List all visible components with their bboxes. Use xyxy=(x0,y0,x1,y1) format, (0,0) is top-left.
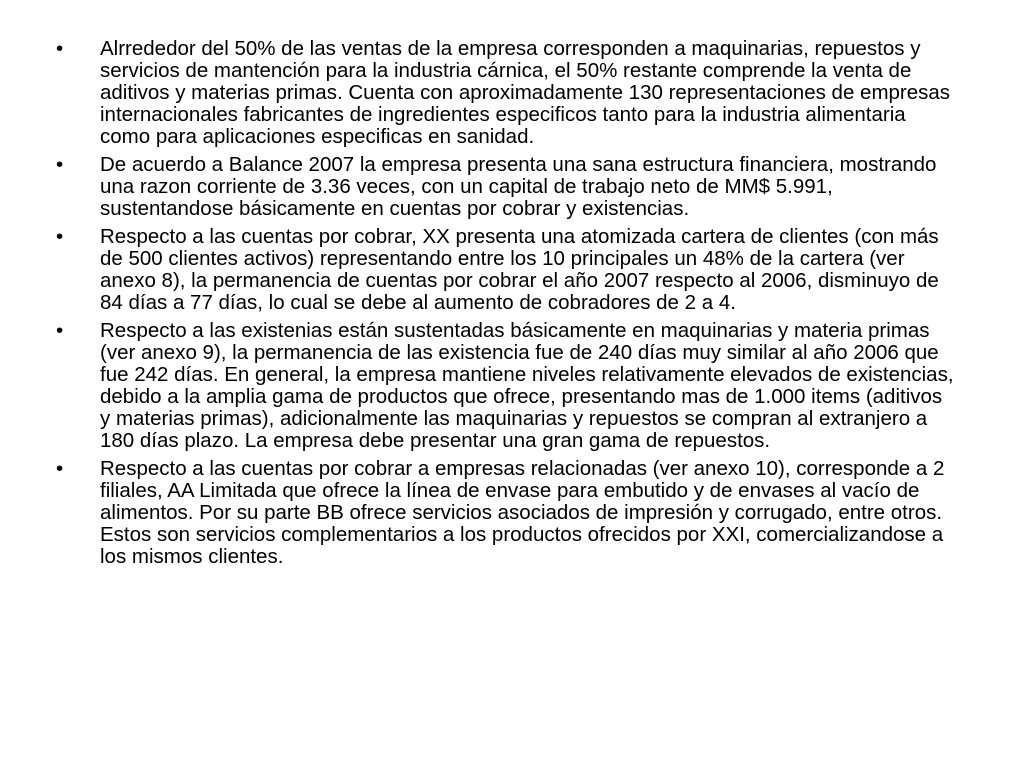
bullet-item xyxy=(56,458,956,568)
bullet-icon: • xyxy=(56,37,64,60)
bullet-text-ventas: Alrrededor del 50% de las ventas de la empresa corresponden a maquinarias, repuestos y servicios de mantención para la industria cárnica, el 50% restante comprende la venta de aditivos y materias primas. Cuenta con aproximadamente 130 representaciones de empresas internacionales fabricantes de ingredientes especificos tanto para la industria alimentaria como para aplicaciones especificas en sanidad. xyxy=(100,37,951,148)
bullet-icon: • xyxy=(56,225,64,248)
bullet-item xyxy=(56,154,956,220)
bullet-icon: • xyxy=(56,319,64,342)
bullet-item xyxy=(56,320,956,452)
bullet-icon: • xyxy=(56,153,64,176)
bullet-text-empresas-relacionadas: Respecto a las cuentas por cobrar a empresas relacionadas (ver anexo 10), corresponde a 2 filiales, AA Limitada que ofrece la línea de envase para embutido y de envases al vacío de alimentos. Por su parte BB ofrece servicios asociados de impresión y corrugado, entre otros. Estos son servicios complementarios a los productos ofrecidos por XXI, comercializandose a los mismos clientes. xyxy=(100,457,945,568)
bullet-item xyxy=(56,226,956,314)
bullet-text-balance: De acuerdo a Balance 2007 la empresa presenta una sana estructura financiera, mostrando una razon corriente de 3.36 veces, con un capital de trabajo neto de MM$ 5.991, sustentandose básicamente en cuentas por cobrar y existencias. xyxy=(100,153,937,220)
bullet-text-cuentas-por-cobrar: Respecto a las cuentas por cobrar, XX presenta una atomizada cartera de clientes (con más de 500 clientes activos) representando entre los 10 principales un 48% de la cartera (ver anexo 8), la permanencia de cuentas por cobrar el año 2007 respecto al 2006, disminuyo de 84 días a 77 días, lo cual se debe al aumento de cobradores de 2 a 4. xyxy=(100,225,939,314)
bullet-text-existencias: Respecto a las existenias están sustentadas básicamente en maquinarias y materia primas (ver anexo 9), la permanencia de las existencia fue de 240 días muy similar al año 2006 que fue 242 días. En general, la empresa mantiene niveles relativamente elevados de existencias, debido a la amplia gama de productos que ofrece, presentando mas de 1.000 items (aditivos y materias primas), adicionalmente las maquinarias y repuestos se compran al extranjero a 180 días plazo. La empresa debe presentar una gran gama de repuestos. xyxy=(100,319,954,452)
bullet-list xyxy=(56,38,956,574)
bullet-icon: • xyxy=(56,457,64,480)
bullet-item xyxy=(56,38,956,148)
